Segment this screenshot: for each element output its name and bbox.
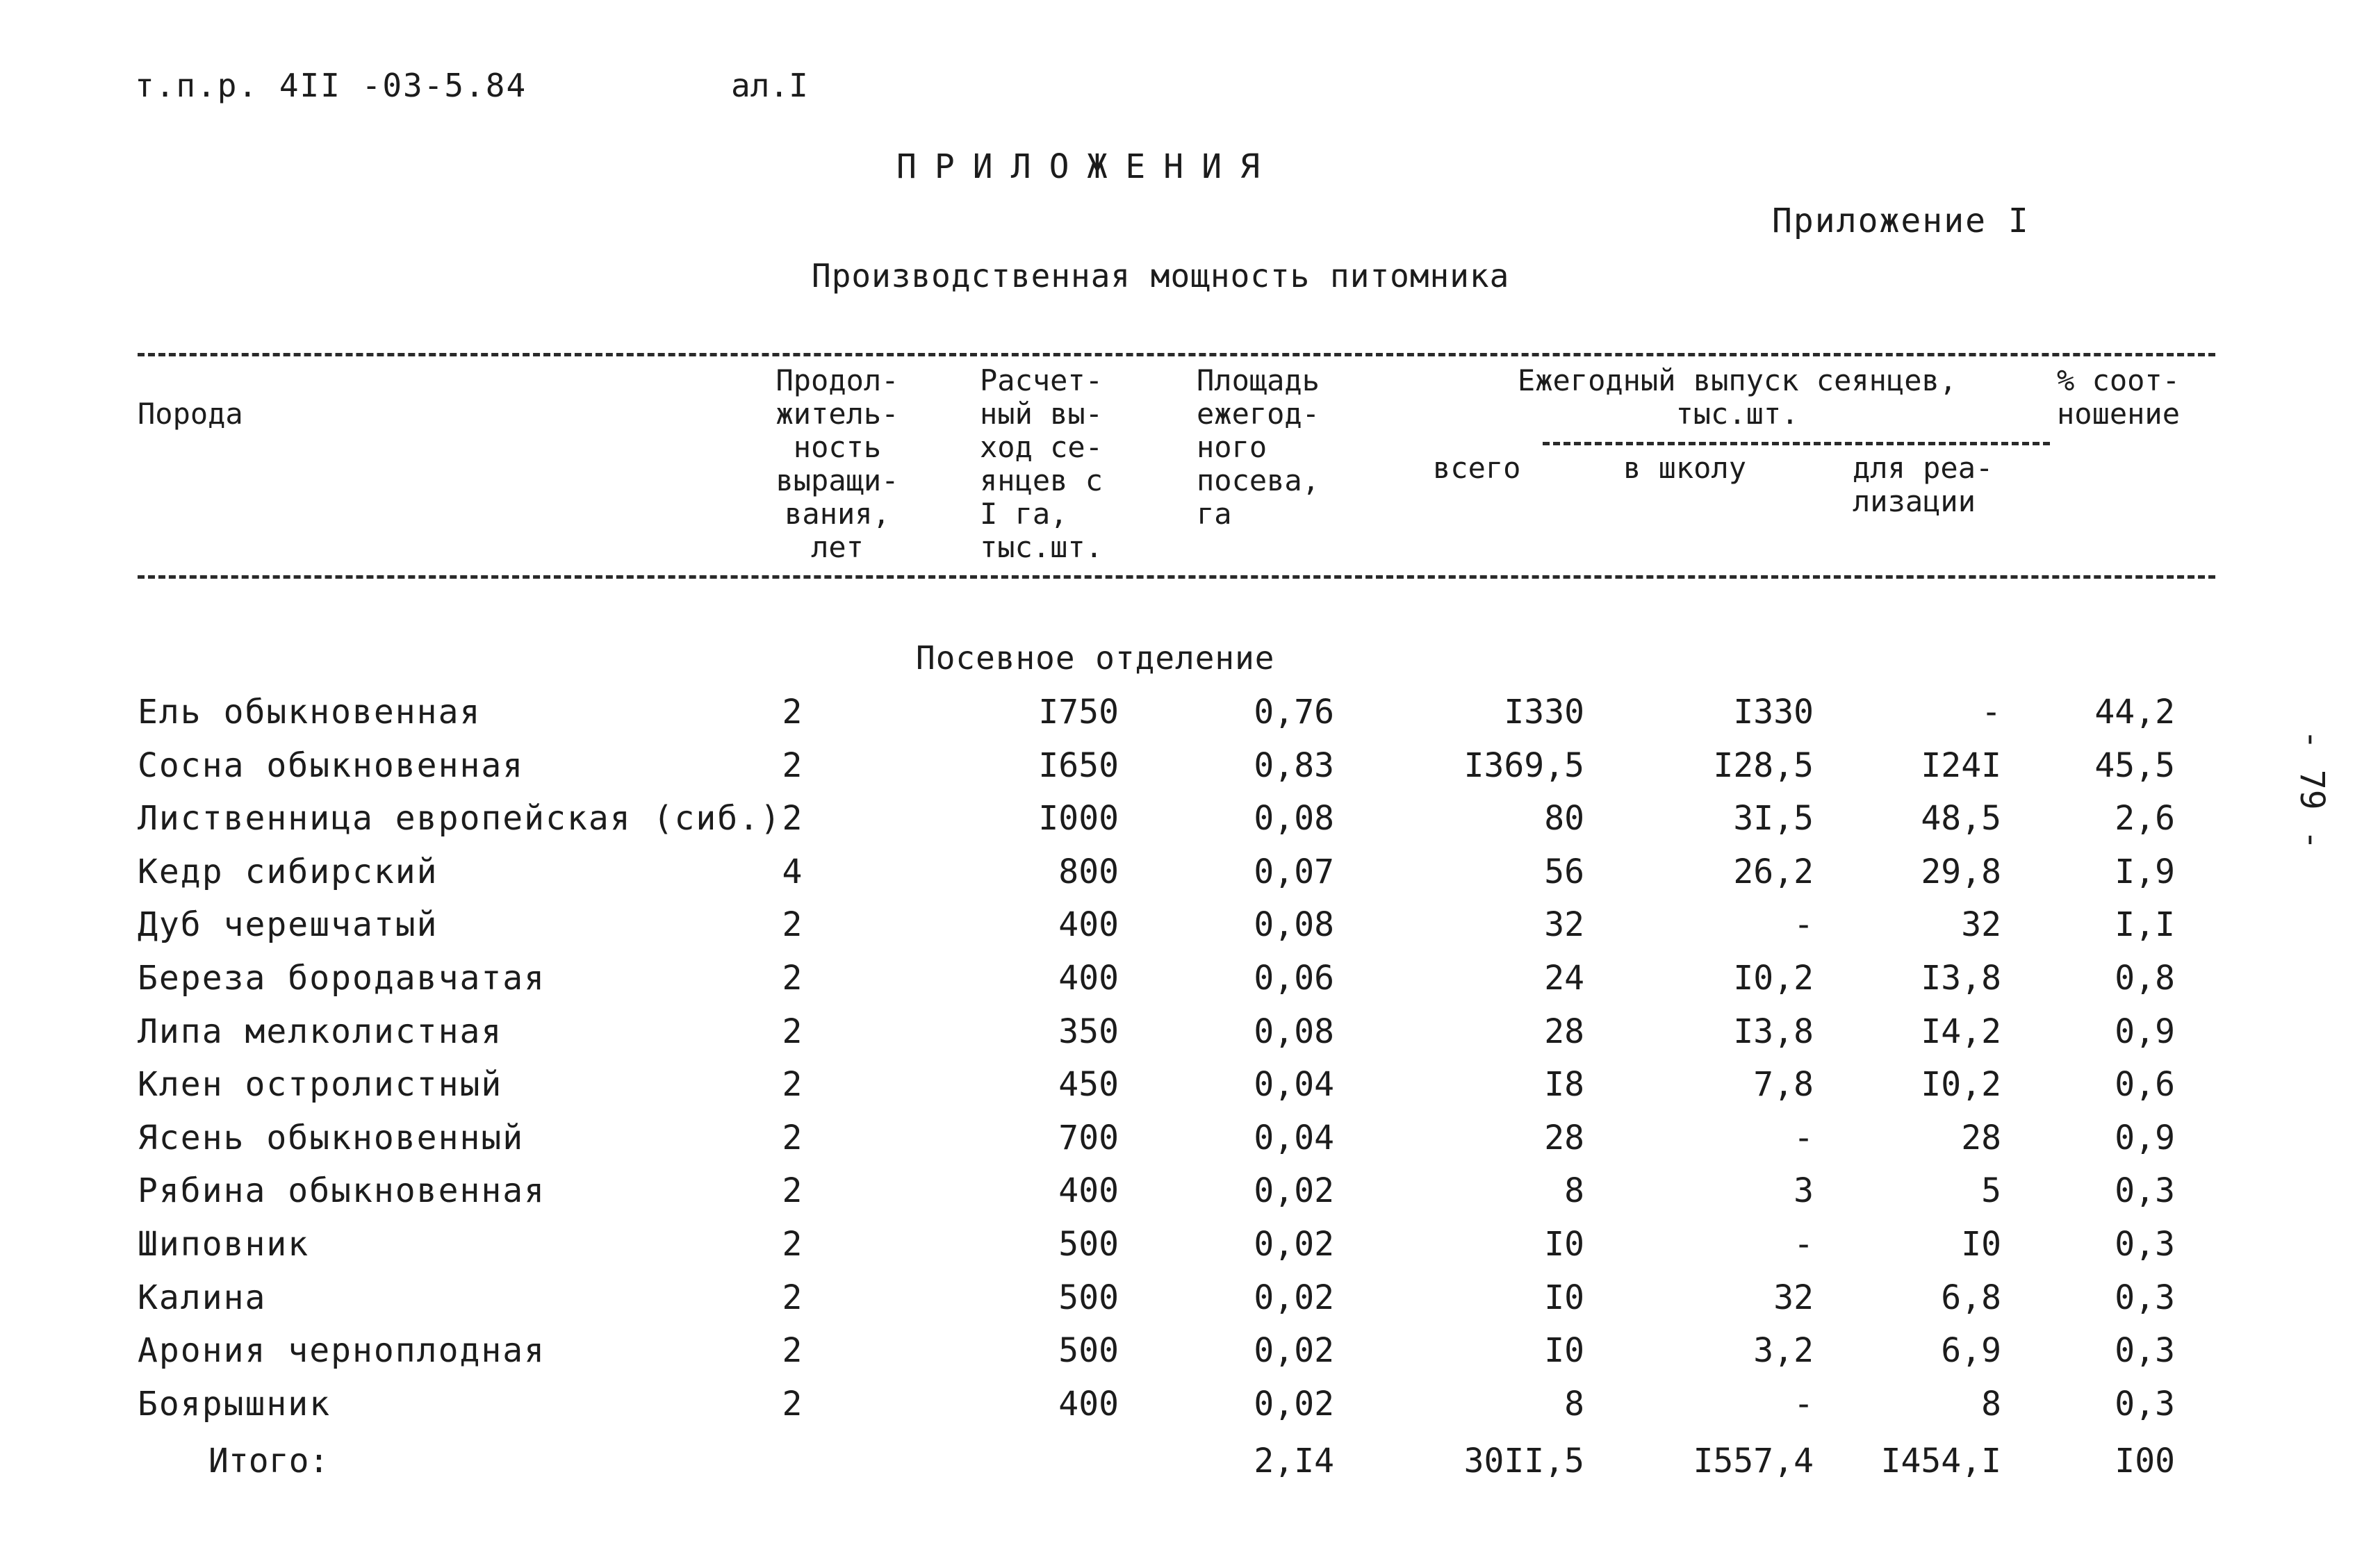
table-row [0,688,2380,736]
page-number: - 79 - [2292,729,2331,850]
cell-yield: I000 [1038,799,1119,839]
cell-sale: 6,9 [1941,1331,2001,1371]
cell-area: 0,08 [1254,799,1334,839]
appendix-label: Приложение I [1772,201,2030,240]
cell-years: 2 [782,905,803,945]
cell-total: I369,5 [1463,745,1584,785]
cell-sale: I24I [1921,745,2001,785]
cell-school: 26,2 [1733,852,1814,891]
cell-breed: Арония черноплодная [138,1331,546,1371]
cell-yield: I650 [1038,745,1119,785]
cell-breed: Ясень обыкновенный [138,1118,525,1157]
cell-percent: 45,5 [2094,745,2175,785]
cell-percent: 0,3 [2115,1225,2175,1264]
col-header-area: Площадь ежегод- ного посева, га [1197,363,1320,531]
cell-school: I28,5 [1713,745,1814,785]
totals-row [0,1437,2380,1485]
cell-years: 2 [782,1065,803,1105]
table-row [0,954,2380,1003]
cell-years: 2 [782,959,803,998]
cell-percent: 0,3 [2115,1171,2175,1211]
header-bottom-rule [138,575,2215,579]
cell-breed: Береза бородавчатая [138,959,546,998]
cell-school: I0,2 [1733,959,1814,998]
cell-years: 2 [782,1118,803,1157]
cell-school: 3,2 [1753,1331,1814,1371]
cell-percent: 0,6 [2115,1065,2175,1105]
cell-breed: Ель обыкновенная [138,693,482,732]
totals-label: Итого: [208,1442,329,1480]
cell-years: 2 [782,1012,803,1051]
cell-school: I330 [1733,693,1814,732]
cell-yield: 800 [1058,852,1119,891]
cell-total: I8 [1544,1065,1584,1105]
sheet-number: ал.I [731,67,808,104]
cell-yield: 400 [1058,1171,1119,1211]
cell-percent: 0,3 [2115,1384,2175,1424]
cell-percent: 2,6 [2115,799,2175,839]
table-title: Производственная мощность питомника [812,257,1510,295]
cell-percent: I,9 [2115,852,2175,891]
col-header-annual-output: Ежегодный выпуск сеянцев, тыс.шт. [1517,363,1958,431]
cell-years: 2 [782,1331,803,1371]
cell-percent: 44,2 [2094,693,2175,732]
col-header-yield: Расчет- ный вы- ход се- янцев с I га, тыс.шт. [980,363,1103,564]
table-row [0,741,2380,790]
cell-percent: 0,9 [2115,1012,2175,1051]
cell-area: 0,02 [1254,1225,1334,1264]
cell-yield: 500 [1058,1331,1119,1371]
cell-school: 32 [1773,1278,1814,1317]
cell-sale: - [1981,693,2001,732]
section-label: Посевное отделение [916,639,1275,677]
table-row [0,900,2380,949]
cell-sale: I3,8 [1921,959,2001,998]
col-header-school: в школу [1623,451,1747,485]
table-row [0,1326,2380,1375]
cell-area: 0,02 [1254,1331,1334,1371]
cell-total: 56 [1544,852,1584,891]
cell-total: 28 [1544,1012,1584,1051]
cell-school: - [1794,1384,1814,1424]
cell-area: 0,07 [1254,852,1334,891]
cell-area: 0,04 [1254,1118,1334,1157]
cell-yield: 400 [1058,959,1119,998]
cell-area: 0,76 [1254,693,1334,732]
cell-yield: 500 [1058,1278,1119,1317]
cell-total: 28 [1544,1118,1584,1157]
table-row [0,1220,2380,1269]
totals-area: 2,I4 [1254,1442,1334,1480]
cell-area: 0,04 [1254,1065,1334,1105]
document-code: т.п.р. 4II -03-5.84 [135,67,527,104]
cell-total: I330 [1504,693,1584,732]
cell-percent: 0,3 [2115,1278,2175,1317]
cell-area: 0,02 [1254,1384,1334,1424]
cell-school: - [1794,905,1814,945]
cell-school: 3I,5 [1733,799,1814,839]
table-row [0,848,2380,896]
cell-years: 4 [782,852,803,891]
section-heading: ПРИЛОЖЕНИЯ [896,147,1278,186]
cell-sale: 29,8 [1921,852,2001,891]
cell-school: - [1794,1118,1814,1157]
cell-total: I0 [1544,1331,1584,1371]
cell-area: 0,08 [1254,905,1334,945]
cell-years: 2 [782,1225,803,1264]
cell-years: 2 [782,1384,803,1424]
cell-breed: Лиственница европейская (сиб.) [138,799,782,839]
cell-years: 2 [782,799,803,839]
table-row [0,1380,2380,1428]
cell-breed: Калина [138,1278,267,1317]
cell-percent: 0,3 [2115,1331,2175,1371]
cell-breed: Дуб черешчатый [138,905,438,945]
cell-yield: 350 [1058,1012,1119,1051]
cell-yield: 400 [1058,905,1119,945]
cell-sale: 8 [1981,1384,2001,1424]
cell-school: I3,8 [1733,1012,1814,1051]
cell-total: 24 [1544,959,1584,998]
table-row [0,794,2380,843]
cell-percent: I,I [2115,905,2175,945]
cell-total: I0 [1544,1278,1584,1317]
col-header-percent: % соот- ношение [2057,363,2181,431]
cell-yield: 700 [1058,1118,1119,1157]
cell-years: 2 [782,693,803,732]
cell-breed: Сосна обыкновенная [138,745,525,785]
table-row [0,1166,2380,1215]
cell-total: 8 [1564,1384,1584,1424]
totals-total: 30II,5 [1463,1442,1584,1480]
col-header-breed: Порода [138,397,243,431]
col-header-sale: для реа- лизации [1853,451,1994,518]
cell-breed: Шиповник [138,1225,310,1264]
table-row [0,1007,2380,1056]
cell-breed: Боярышник [138,1384,331,1424]
cell-yield: I750 [1038,693,1119,732]
cell-sale: I0,2 [1921,1065,2001,1105]
col-header-total: всего [1433,451,1521,485]
col-header-duration: Продол- житель- ность выращи- вания, лет [775,363,899,564]
cell-breed: Липа мелколистная [138,1012,503,1051]
table-row [0,1114,2380,1162]
cell-sale: 6,8 [1941,1278,2001,1317]
cell-total: 32 [1544,905,1584,945]
cell-percent: 0,9 [2115,1118,2175,1157]
cell-total: 80 [1544,799,1584,839]
cell-years: 2 [782,1171,803,1211]
cell-yield: 450 [1058,1065,1119,1105]
cell-total: I0 [1544,1225,1584,1264]
cell-area: 0,06 [1254,959,1334,998]
cell-breed: Рябина обыкновенная [138,1171,546,1211]
cell-school: 7,8 [1753,1065,1814,1105]
cell-total: 8 [1564,1171,1584,1211]
cell-school: 3 [1794,1171,1814,1211]
cell-years: 2 [782,1278,803,1317]
cell-sale: 5 [1981,1171,2001,1211]
header-top-rule [138,353,2215,356]
cell-area: 0,83 [1254,745,1334,785]
cell-sale: 28 [1961,1118,2001,1157]
cell-sale: 48,5 [1921,799,2001,839]
totals-school: I557,4 [1693,1442,1814,1480]
cell-breed: Клен остролистный [138,1065,503,1105]
cell-yield: 500 [1058,1225,1119,1264]
table-row [0,1060,2380,1109]
cell-sale: I0 [1961,1225,2001,1264]
cell-sale: I4,2 [1921,1012,2001,1051]
cell-percent: 0,8 [2115,959,2175,998]
totals-sale: I454,I [1880,1442,2001,1480]
cell-sale: 32 [1961,905,2001,945]
table-row [0,1273,2380,1322]
cell-yield: 400 [1058,1384,1119,1424]
cell-area: 0,08 [1254,1012,1334,1051]
annual-output-rule [1543,442,2050,445]
cell-school: - [1794,1225,1814,1264]
cell-area: 0,02 [1254,1171,1334,1211]
cell-years: 2 [782,745,803,785]
cell-area: 0,02 [1254,1278,1334,1317]
cell-breed: Кедр сибирский [138,852,438,891]
totals-percent: I00 [2115,1442,2175,1480]
